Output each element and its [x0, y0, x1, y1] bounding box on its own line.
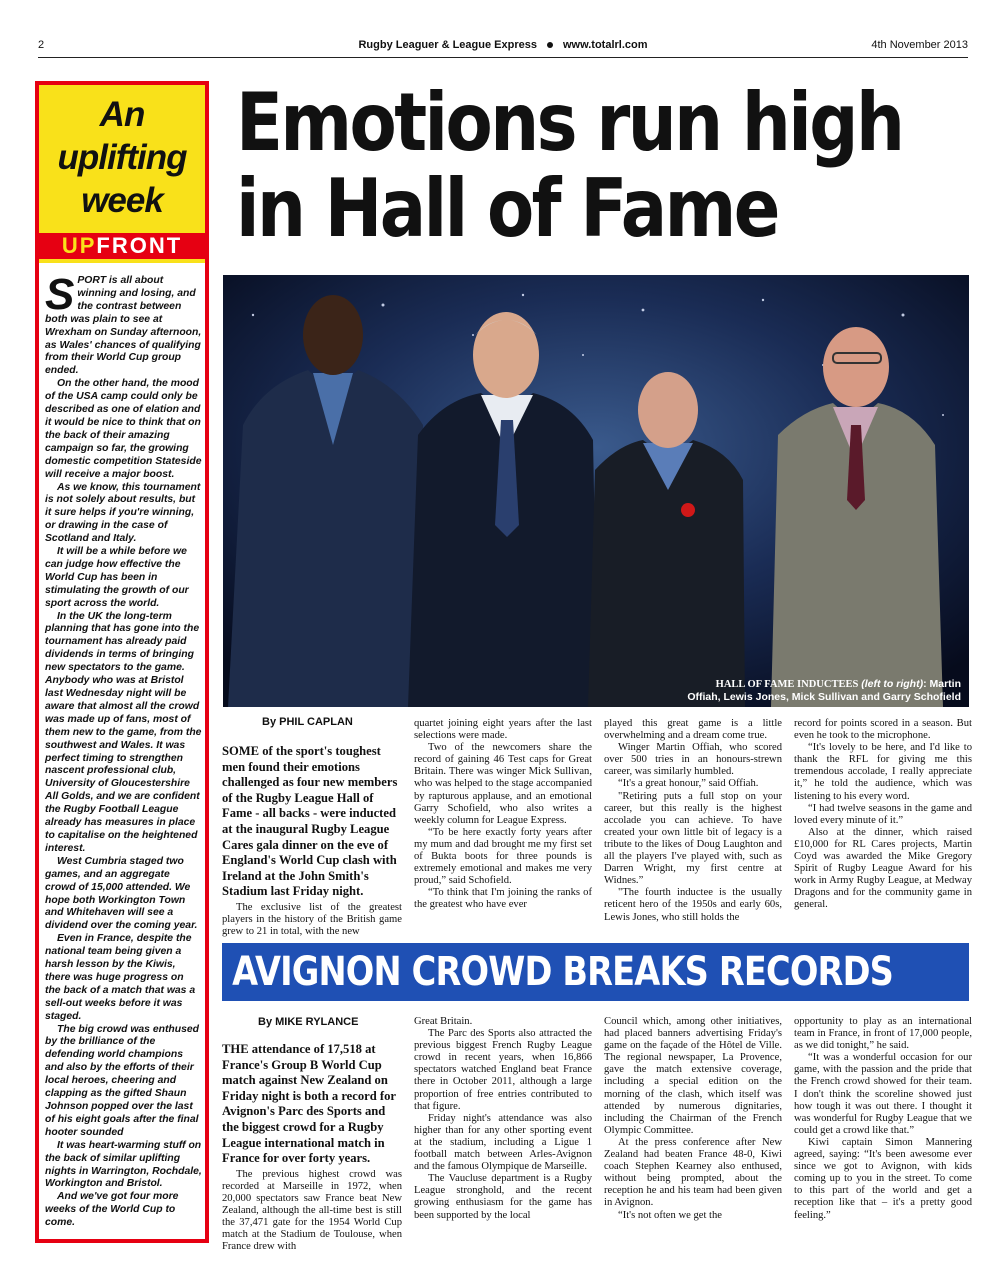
story1-column-4 [794, 718, 972, 912]
story2-paragraph: “It was a wonderful occasion for our game, with the passion and the pride that the French crowd showed for their team. I don't think the scoreline showed just how tough it was out there. I thought it was wonderful for Rugby League that we could get a crowd like that.” [794, 1052, 972, 1136]
story1-paragraph: “It's lovely to be here, and I'd like to thank the RFL for giving me this tremendous accolade, I really appreciate it,” he told the audience, which was listening to his every word. [794, 742, 972, 802]
main-headline [236, 76, 903, 255]
photo-caption [687, 678, 961, 703]
upfront-first-paragraph [45, 270, 202, 378]
story2-paragraph: Great Britain. [414, 1016, 473, 1027]
story1-paragraph: Two of the newcomers share the record of gaining 46 Test caps for Great Britain. There was winger Mick Sullivan, who was helped to the stage accompanied by rapturous applause, and an emotional Garry Schofield, who also writes a weekly column for League Express. [414, 742, 592, 826]
upfront-column [36, 82, 208, 1242]
story2-column-4 [794, 1016, 972, 1222]
story2-paragraph: The previous highest crowd was recorded at Marseille in 1972, when 20,000 spectators saw France beat New Zealand, although the all-time best is still the 37,471 gate for the 1954 World Cup match at the Stadium de Toulouse, when France drew with [222, 1168, 402, 1253]
story1-paragraph: “I had twelve seasons in the game and loved every minute of it.” [794, 802, 972, 826]
website-link[interactable]: www.totalrl.com [562, 39, 648, 51]
caption-names-1: : Martin [923, 678, 961, 690]
story1-column-3 [604, 718, 782, 924]
story2-headline: AVIGNON CROWD BREAKS RECORDS [232, 949, 894, 995]
publication-name: Rugby Leaguer & League Express [358, 39, 537, 51]
upfront-paragraph: The big crowd was enthused by the brilliance of the defending world champions and also by the efforts of their local heroes, cheering and clapping as the gifted Shaun Johnson popped over the last of his eight goals after the final hooter sounded [45, 1023, 200, 1138]
story1-paragraph: “To think that I'm joining the ranks of the greatest who have ever [414, 887, 592, 911]
section-label [39, 233, 205, 259]
story2-paragraph: Friday night's attendance was also higher than for any other sporting event at the stadium, including a Ligue 1 football match between Arles-Avignon and the famous Olympique de Marseille. [414, 1112, 592, 1173]
story2-column-1 [222, 1042, 402, 1253]
upfront-title: An uplifting week [57, 95, 187, 220]
section-label-up: UP [61, 233, 97, 258]
story1-paragraph: Winger Martin Offiah, who scored over 500 tries in an honours-strewn career, was similarly humbled. [604, 742, 782, 778]
headline-line-2: in Hall of Fame [236, 162, 778, 255]
story1-intro: SOME of the sport's toughest men found their emotions challenged as four new members of the Rugby League Hall of Fame - all backs - were inducted at the inaugural Rugby League Cares gala dinner on the eve of England's World Cup clash with Ireland at the John Smith's Stadium last Friday night. [222, 744, 398, 899]
story1-paragraph: "Retiring puts a full stop on your career, but this really is the highest accolade you can achieve. To have created your own little bit of legacy is a tribute to the likes of Doug Laughton and all the players I've played with, such as Darren Wright, my first centre at Widnes.” [604, 790, 782, 887]
inductees-photo-illustration [223, 275, 969, 707]
story2-column-2 [414, 1016, 592, 1222]
masthead-line [38, 39, 968, 51]
story2-paragraph: At the press conference after New Zealand had beaten France 48-0, Kiwi coach Stephen Kearney also enthused, without being prompted, about the reception he and his team had been given in Avignon. [604, 1136, 782, 1209]
caption-left-to-right: (left to right) [861, 678, 924, 690]
story1-paragraph: Also at the dinner, which raised £10,000 for RL Cares projects, Martin Coyd was awarded the Mike Gregory Spirit of Rugby League Award for his work in Army Rugby League, at Medway Dragons and for the community game in general. [794, 826, 972, 911]
caption-label: HALL OF FAME INDUCTEES [715, 679, 859, 690]
story2-paragraph: Kiwi captain Simon Mannering agreed, saying: “It's been awesome ever since we got to Avignon, with kids coming up to you in the street. To come to this part of the world and get a reception like that – it's a pretty good feeling.” [794, 1136, 972, 1221]
hall-of-fame-photo [223, 275, 969, 707]
bullet-icon [547, 42, 553, 48]
caption-names-2: Offiah, Lewis Jones, Mick Sullivan and Garry Schofield [687, 691, 961, 703]
story2-headline-banner [222, 943, 969, 1001]
upfront-paragraph: It will be a while before we can judge how effective the World Cup has been in stimulating the growth of our sport across the world. [45, 546, 189, 609]
poppy-icon [681, 503, 695, 517]
upfront-paragraph: As we know, this tournament is not solely about results, but it sure helps if you're winning, or drawing in the case of Scotland and Italy. [45, 481, 201, 545]
story1-paragraph: quartet joining eight years after the last selections were made. [414, 718, 592, 742]
upfront-paragraph: On the other hand, the mood of the USA camp could only be described as one of elation and it would be nice to think that on the back of their amazing campaign so far, the growing domestic competition Stateside will receive a major boost. [45, 378, 202, 480]
story1-paragraph: record for points scored in a season. But even he took to the microphone. [794, 718, 972, 742]
upfront-body [45, 270, 202, 1230]
story1-paragraph: “To be here exactly forty years after my mum and dad brought me my first set of Bukta boots for three pounds is extremely emotional and makes me very proud,” said Schofield. [414, 826, 592, 887]
page-number: 2 [38, 39, 45, 51]
upfront-paragraph: Even in France, despite the national team being given a harsh lesson by the Kiwis, there was huge progress on the back of a match that was a sell-out weeks before it was staged. [45, 933, 196, 1022]
story2-intro: THE attendance of 17,518 at France's Group B World Cup match against New Zealand on Friday night is both a record for Avignon's Parc des Sports and the biggest crowd for a Rugby League international match in France for over forty years. [222, 1042, 396, 1166]
section-label-front: FRONT [96, 233, 183, 258]
story1-paragraph: "The fourth inductee is the usually reticent hero of the 1950s and early 60s, Lewis Jones, who still holds the [604, 887, 782, 923]
upfront-first-text: PORT is all about winning and losing, and the contrast between both was plain to see at Wrexham on Sunday afternoon, as Wales' chances of qualifying from their World Cup group ended. [45, 275, 202, 377]
story2-paragraph: Council which, among other initiatives, had placed banners advertising Friday's game on the façade of the Hôtel de Ville. The regional newspaper, La Provence, gave the match extensive coverage, including a special edition on the morning of the clash, which itself was attended by numerous dignitaries, including the Chairman of the French Olympic Committee. [604, 1016, 782, 1136]
story1-paragraph: The exclusive list of the greatest players in the history of the British game grew to 21 in total, with the new [222, 901, 402, 938]
story2-paragraph: The Vaucluse department is a Rugby League stronghold, and the recent growing enthusiasm for the game has been supported by the local [414, 1173, 592, 1221]
story1-paragraph: “It's a great honour,” said Offiah. [618, 778, 759, 790]
upfront-header [39, 85, 205, 263]
page-header [38, 38, 968, 58]
story2-paragraph: “It's not often we get the [618, 1209, 722, 1221]
story1-column-1 [222, 744, 402, 938]
upfront-paragraph: In the UK the long-term planning that has gone into the tournament has already paid dividends in terms of bringing new spectators to the game. Anybody who was at Bristol last Wednesday night will be aware that almost all the crowd was made up of fans, most of them new to the game, from the southwest and Wales. It was perfect timing to strengthen nascent professional club, University of Gloucestershire All Golds, and we are confident the Rugby Football League already has measures in place to capitalise on the heightened interest. [45, 610, 202, 854]
caption-line-1 [687, 678, 961, 691]
upfront-paragraph: It was heart-warming stuff on the back of similar uplifting nights in Warrington, Rochdale, Workington and Bristol. [45, 1139, 202, 1190]
story2-column-3 [604, 1016, 782, 1222]
story2-byline: By MIKE RYLANCE [258, 1016, 359, 1028]
drop-cap: S [45, 270, 75, 319]
story1-paragraph: played this great game is a little overwhelming and a dream come true. [604, 718, 782, 742]
upfront-paragraph: And we've got four more weeks of the World Cup to come. [45, 1191, 179, 1229]
story2-paragraph: opportunity to play as an international team in France, in front of 17,000 people, as we did tonight,” he said. [794, 1016, 972, 1052]
story1-column-2 [414, 718, 592, 912]
story2-paragraph: The Parc des Sports also attracted the previous biggest French Rugby League crowd in recent years, when 16,866 spectators watched England beat France there in October 2011, although a large proportion of free entries contributed to that figure. [414, 1028, 592, 1112]
headline-line-1: Emotions run high [236, 76, 903, 169]
story1-byline: By PHIL CAPLAN [262, 716, 353, 728]
upfront-paragraph: West Cumbria staged two games, and an aggregate crowd of 15,000 attended. We hope both Workington Town and Whitehaven will see a dividend over the coming year. [45, 855, 198, 932]
issue-date: 4th November 2013 [871, 39, 968, 51]
